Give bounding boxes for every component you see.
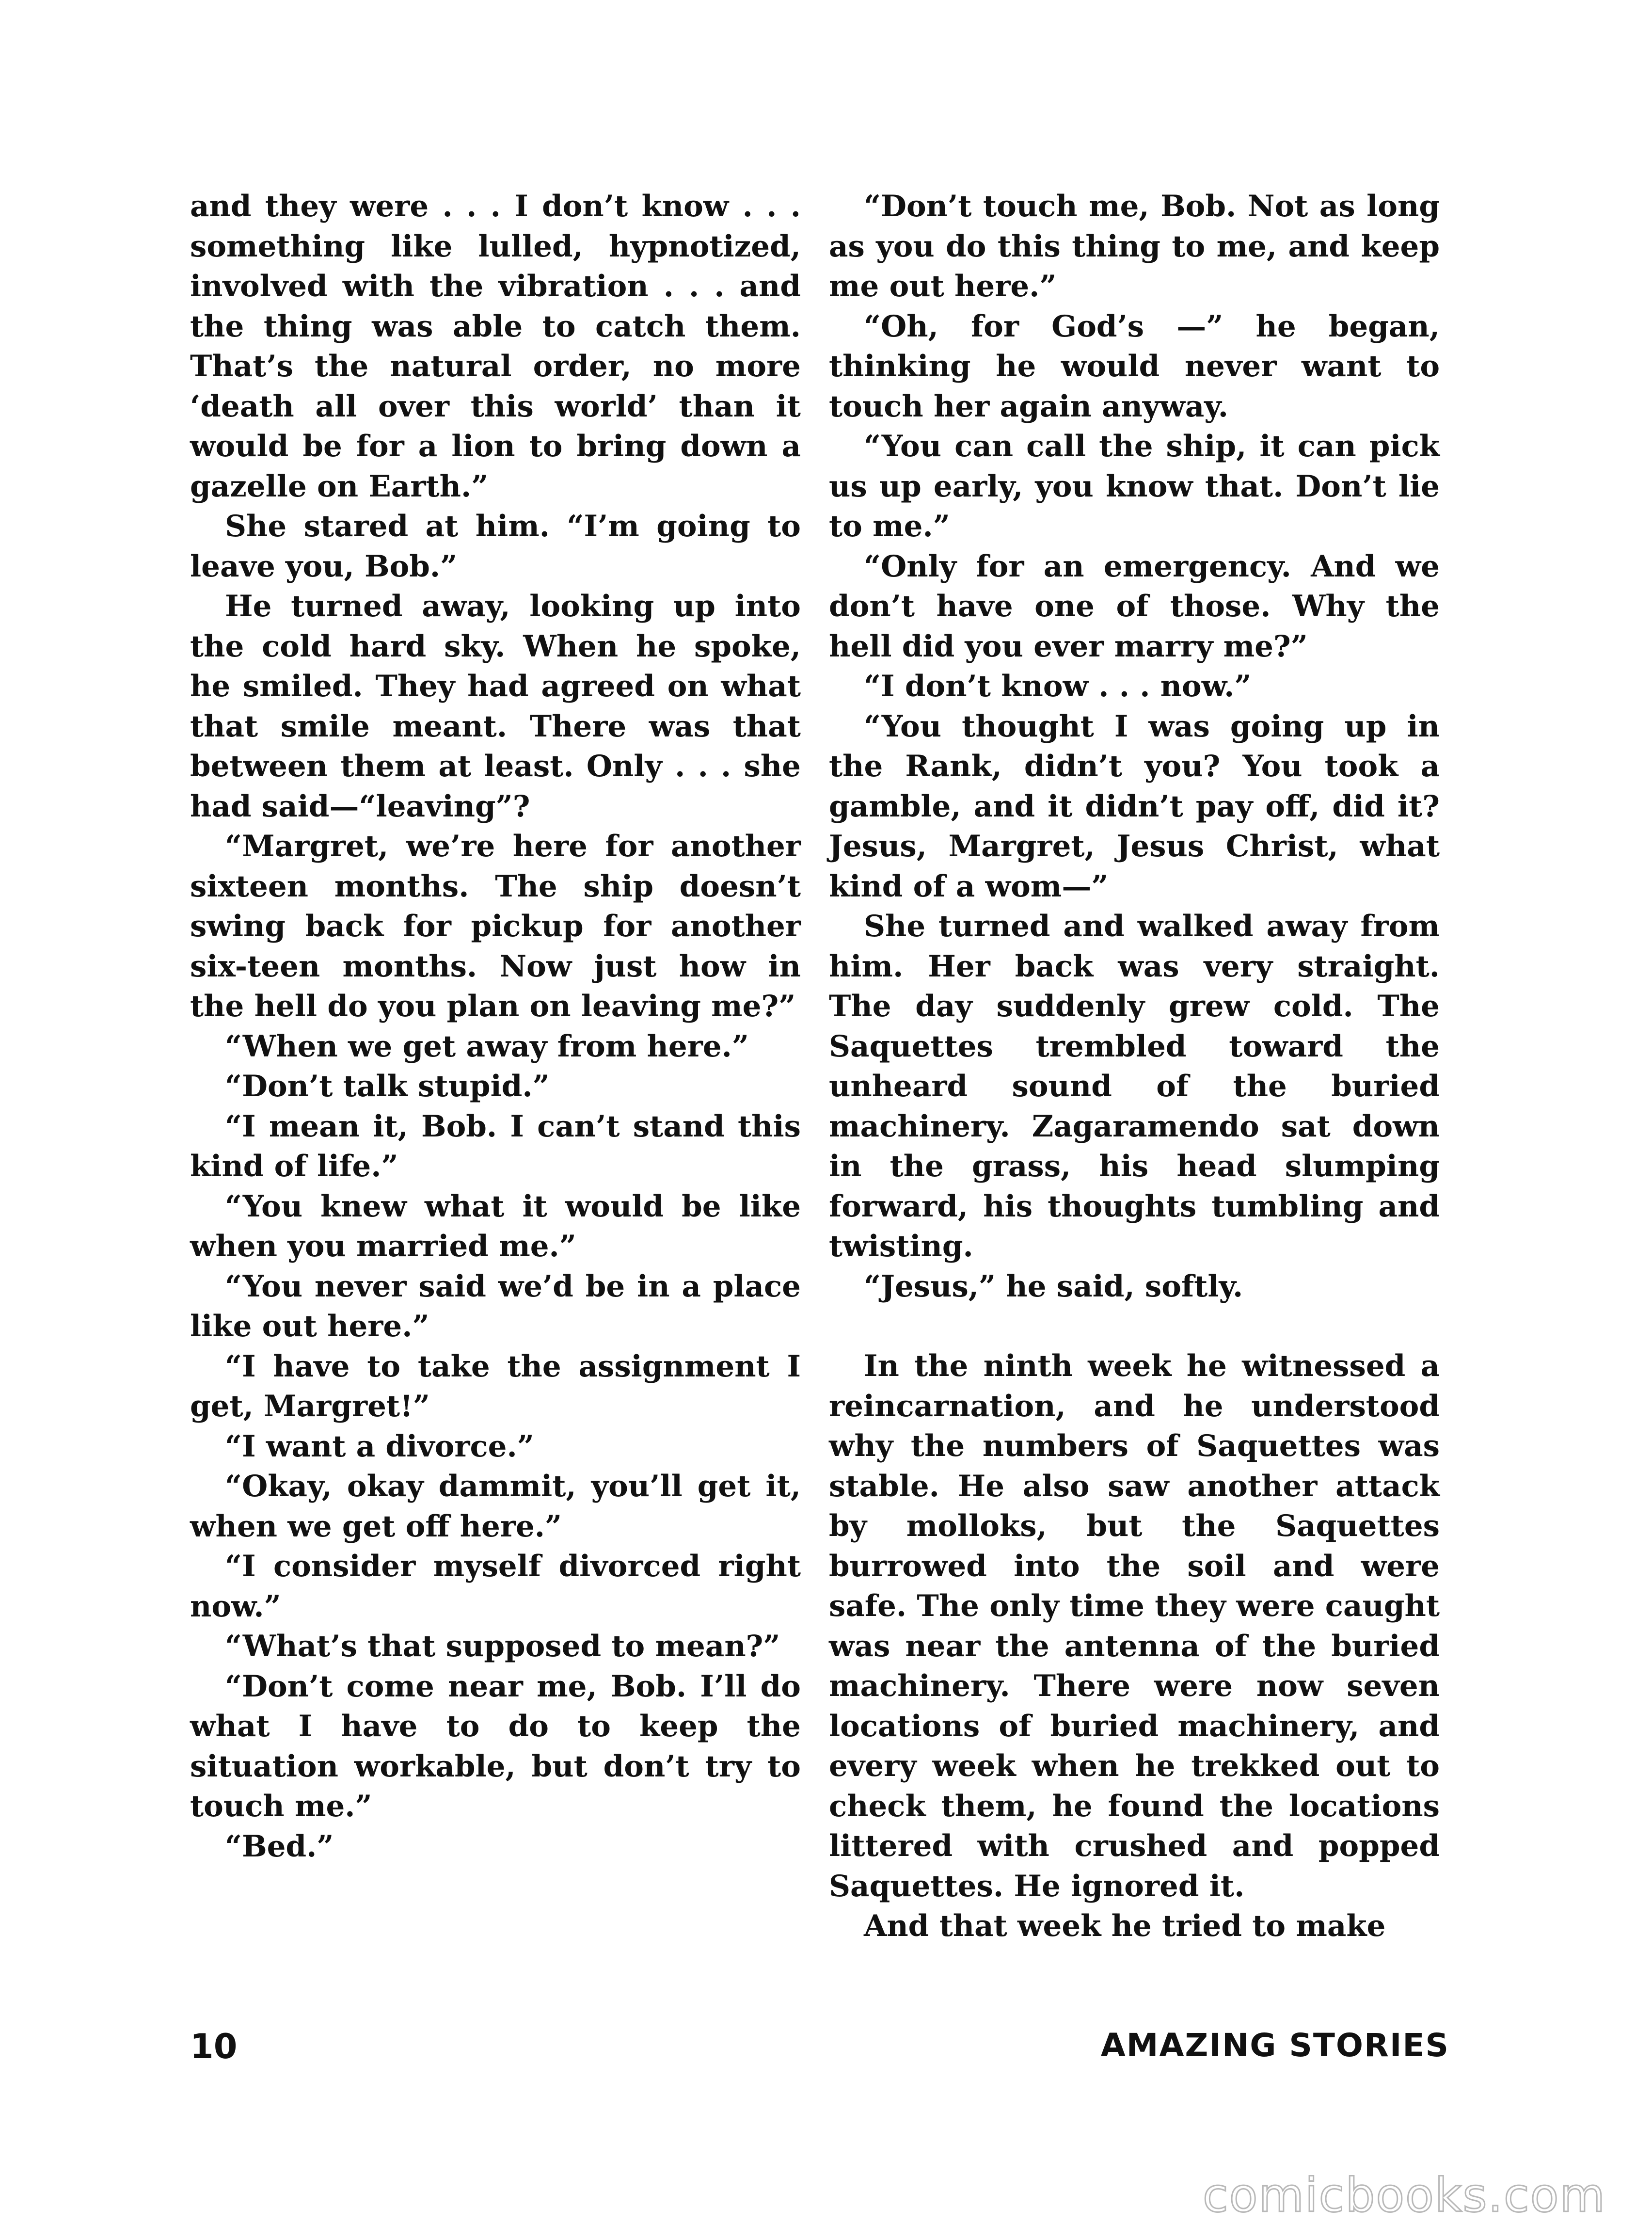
paragraph: She stared at him. “I’m going to leave you, Bob.” <box>190 509 801 584</box>
paragraph: “Don’t talk stupid.” <box>225 1069 550 1104</box>
paragraph: “I consider myself divorced right now.” <box>190 1549 801 1624</box>
paragraph: “I have to take the assignment I get, Margret!” <box>190 1349 801 1423</box>
paragraph: “Only for an emergency. And we don’t have one of those. Why the hell did you ever marry me?” <box>829 549 1440 664</box>
magazine-title: AMAZING STORIES <box>1100 2027 1449 2064</box>
page-number: 10 <box>190 2027 238 2066</box>
paragraph: “I mean it, Bob. I can’t stand this kind of life.” <box>190 1109 801 1183</box>
paragraph: “Don’t come near me, Bob. I’ll do what I have to do to keep the situation workable, but don’t try to touch me.” <box>190 1669 801 1823</box>
paragraph: He turned away, looking up into the cold hard sky. When he spoke, he smiled. They had agreed on what that smile meant. There was that between them at least. Only . . . she had said—“leaving”? <box>190 589 801 824</box>
paragraph: And that week he tried to make <box>864 1909 1386 1943</box>
paragraph: “Margret, we’re here for another sixteen months. The ship doesn’t swing back for pickup for another six-teen months. Now just how in the hell do you plan on leaving me?” <box>190 829 801 1024</box>
paragraph: and they were . . . I don’t know . . . something like lulled, hypnotized, involved with the vibration . . . and the thing was able to catch them. That’s the natural order, no more ‘death all over this world’ than it would be for a lion to bring down a gazelle on Earth.” <box>190 189 801 504</box>
watermark: comicbooks.com <box>1202 2168 1606 2223</box>
paragraph: “Don’t touch me, Bob. Not as long as you do this thing to me, and keep me out here.” <box>829 189 1440 304</box>
left-text-column <box>190 187 801 1867</box>
paragraph: “When we get away from here.” <box>225 1029 749 1064</box>
paragraph: “I don’t know . . . now.” <box>864 669 1252 704</box>
paragraph: “Oh, for God’s —” he began, thinking he would never want to touch her again anyway. <box>829 309 1440 424</box>
right-text-column <box>829 187 1440 1947</box>
paragraph: “You thought I was going up in the Rank, didn’t you? You took a gamble, and it didn’t pay off, did it? Jesus, Margret, Jesus Christ, what kind of a wom—” <box>829 709 1440 904</box>
paragraph: “Okay, okay dammit, you’ll get it, when we get off here.” <box>190 1469 801 1544</box>
paragraph: “You knew what it would be like when you married me.” <box>190 1189 801 1263</box>
paragraph: “Bed.” <box>225 1829 334 1864</box>
paragraph: “What’s that supposed to mean?” <box>225 1629 780 1663</box>
paragraph: “You never said we’d be in a place like out here.” <box>190 1269 801 1343</box>
paragraph: In the ninth week he witnessed a reincarnation, and he understood why the numbers of Saquettes was stable. He also saw another attack by molloks, but the Saquettes burrowed into the soil and were safe. The only time they were caught was near the antenna of the buried machinery. There were now seven locations of buried machinery, and every week when he trekked out to check them, he found the locations littered with crushed and popped Saquettes. He ignored it. <box>829 1349 1440 1903</box>
paragraph: “I want a divorce.” <box>225 1429 534 1464</box>
paragraph: “You can call the ship, it can pick us up early, you know that. Don’t lie to me.” <box>829 429 1440 544</box>
paragraph: “Jesus,” he said, softly. <box>864 1269 1243 1304</box>
paragraph: She turned and walked away from him. Her back was very straight. The day suddenly grew cold. The Saquettes trembled toward the unheard sound of the buried machinery. Zagaramendo sat down in the grass, his head slumping forward, his thoughts tumbling and twisting. <box>829 909 1440 1263</box>
